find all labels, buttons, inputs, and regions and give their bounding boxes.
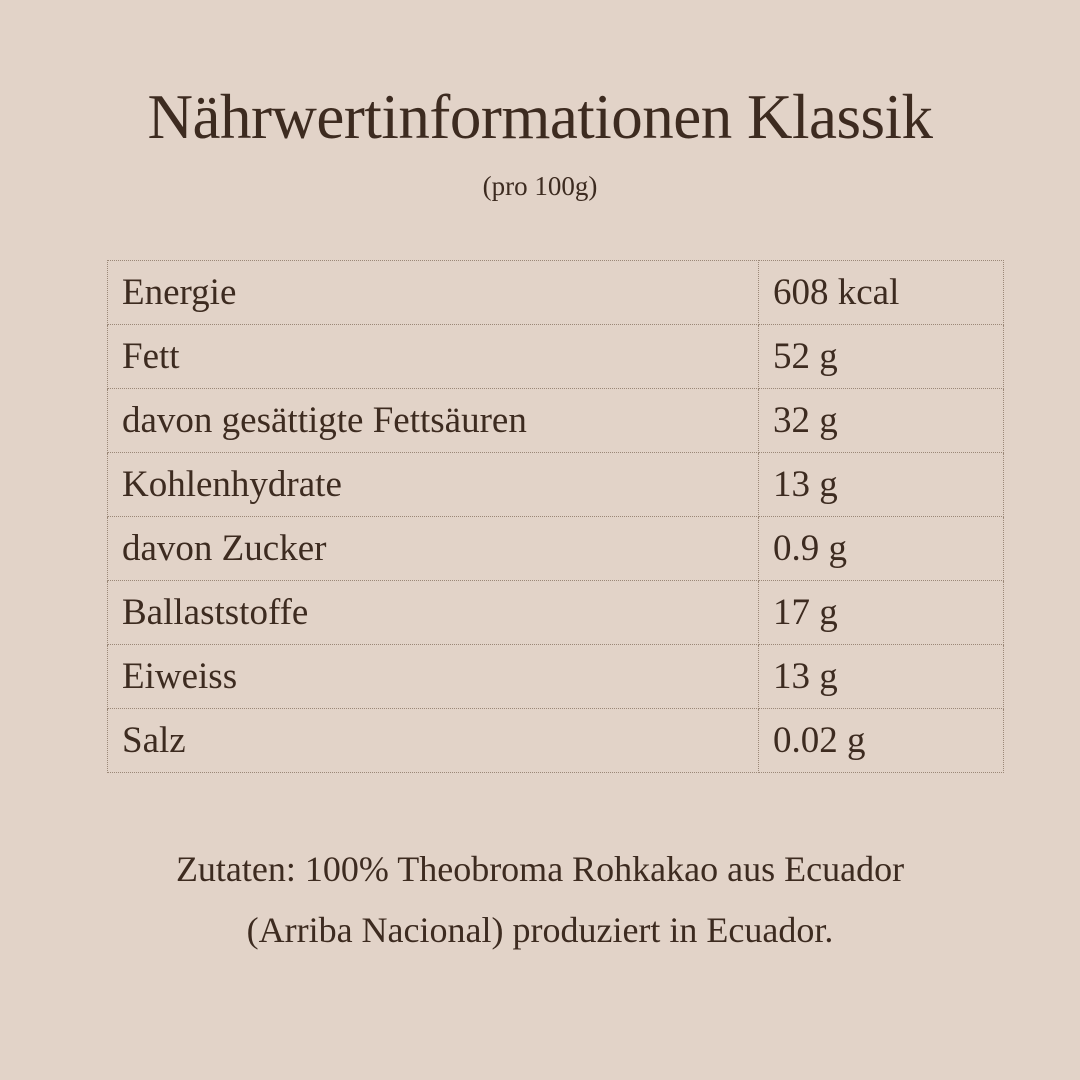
page-subtitle: (pro 100g) xyxy=(482,170,598,201)
table-row xyxy=(108,324,1004,388)
ingredients-text xyxy=(60,839,1020,963)
page-title: Nährwertinformationen Klassik xyxy=(147,82,933,152)
nutrient-label: Kohlenhydrate xyxy=(108,452,759,516)
table-row xyxy=(108,516,1004,580)
table-row xyxy=(108,388,1004,452)
nutrient-label: davon Zucker xyxy=(108,516,759,580)
nutrition-table-wrapper xyxy=(107,260,973,773)
table-row xyxy=(108,260,1004,324)
table-row xyxy=(108,644,1004,708)
nutrient-value: 0.9 g xyxy=(759,516,1004,580)
nutrient-value: 32 g xyxy=(759,388,1004,452)
table-row xyxy=(108,580,1004,644)
table-row xyxy=(108,452,1004,516)
nutrient-value: 13 g xyxy=(759,452,1004,516)
nutrient-label: davon gesättigte Fettsäuren xyxy=(108,388,759,452)
nutrient-label: Ballaststoffe xyxy=(108,580,759,644)
nutrient-label: Energie xyxy=(108,260,759,324)
nutrient-label: Eiweiss xyxy=(108,644,759,708)
nutrient-label: Fett xyxy=(108,324,759,388)
nutrient-value: 17 g xyxy=(759,580,1004,644)
ingredients-line-1: Zutaten: 100% Theobroma Rohkakao aus Ecuador xyxy=(175,848,905,889)
nutrient-value: 13 g xyxy=(759,644,1004,708)
ingredients-line-2: (Arriba Nacional) produziert in Ecuador. xyxy=(246,910,834,951)
nutrient-label: Salz xyxy=(108,708,759,772)
nutrition-table xyxy=(107,260,1004,773)
nutrient-value: 0.02 g xyxy=(759,708,1004,772)
nutrient-value: 52 g xyxy=(759,324,1004,388)
nutrition-table-body xyxy=(108,260,1004,772)
table-row xyxy=(108,708,1004,772)
nutrient-value: 608 kcal xyxy=(759,260,1004,324)
